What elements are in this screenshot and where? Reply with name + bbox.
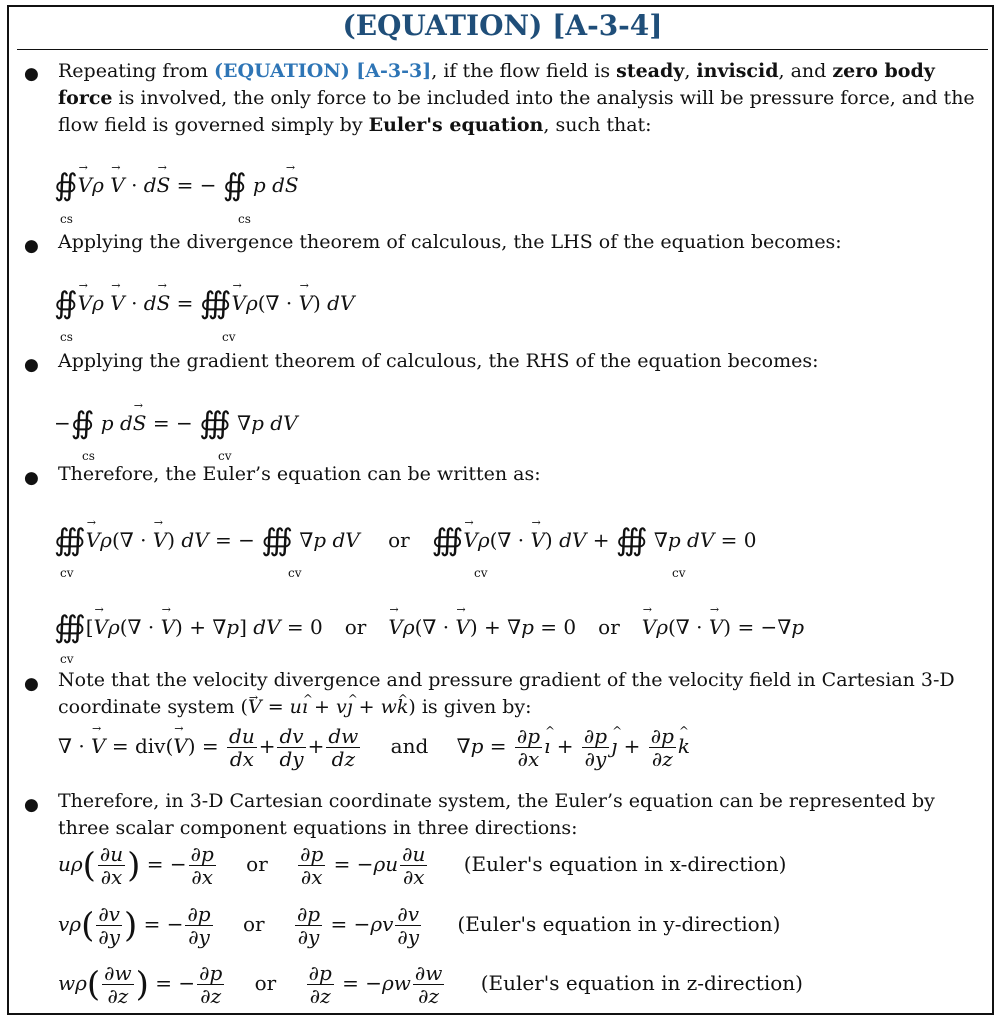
bullet-icon: ●: [24, 64, 39, 84]
and-label: and: [390, 734, 429, 758]
equation-euler-y: vρ( $\frac{\partial v}{\partial y}$ ) = − $\frac{\partial p}{\partial y}$ or $\frac{\partial p}{\partial y}$ = −ρv $\frac{\partial v}{\partial y}$ (Euler's equation in y-direction): [58, 902, 781, 949]
equation-gradient: −∯ p d→ S = − ∰ ∇p dV: [54, 403, 298, 438]
bullet-icon: ●: [24, 674, 39, 694]
equation-div-grad-definitions: ∇ · → V = div(→ V) = $\frac{du}{dx}$ + $\frac{dv}{dy}$ + $\frac{dw}{dz}$ and ∇p = $\frac{\partial p}{\partial x}$ ^ ı + $\frac{\partial p}{\partial y}$ ^ ȷ + $\frac{\partial p}{\partial z}$ ^ k: [58, 725, 690, 770]
note-euler-y: (Euler's equation in y-direction): [457, 912, 781, 936]
note-euler-x: (Euler's equation in x-direction): [463, 852, 787, 876]
bullet-icon: ●: [24, 355, 39, 375]
or-label: or: [344, 615, 367, 639]
note-euler-z: (Euler's equation in z-direction): [480, 971, 803, 995]
subscript-cs: cs: [82, 449, 95, 463]
paragraph-divergence: Applying the divergence theorem of calculous, the LHS of the equation becomes:: [58, 231, 842, 253]
bullet-icon: ●: [24, 236, 39, 256]
paragraph-divergence-gradient: Note that the velocity divergence and pressure gradient of the velocity field in Cartesian 3-D coordinate system (→ V = u^ ı + v^ ȷ + w^ k) is given by:: [58, 667, 981, 721]
term-zero-body-force: zero body force: [58, 60, 935, 109]
paragraph-gradient: Applying the gradient theorem of calculous, the RHS of the equation becomes:: [58, 350, 819, 372]
or-label: or: [598, 615, 620, 639]
zero: 0: [743, 528, 757, 552]
subscript-cv: cv: [222, 330, 236, 344]
subscript-cs: cs: [60, 330, 73, 344]
or-label: or: [242, 912, 265, 936]
zero: 0: [310, 615, 323, 639]
text: , such that:: [543, 114, 652, 136]
page-title: (EQUATION) [A-3-4]: [342, 9, 663, 42]
subscript-cs: cs: [238, 212, 251, 226]
equation-euler-combined: ∰[→ Vρ(∇ · → V) + ∇p] dV = 0 or→ Vρ(∇ · → V) + ∇p = 0 or→ Vρ(∇ · → V) = −∇p: [54, 607, 804, 642]
equation-euler-integral: ∰→ Vρ(∇ · → V) dV = − ∰ ∇p dV or ∰→ Vρ(∇ · → V) dV + ∰ ∇p dV = 0: [54, 520, 756, 555]
term-inviscid: inviscid: [696, 60, 779, 82]
subscript-cv: cv: [672, 566, 686, 580]
subscript-cv: cv: [474, 566, 488, 580]
term-euler-equation: Euler's equation: [368, 114, 544, 136]
or-label: or: [246, 852, 268, 876]
equation-reference-link[interactable]: (EQUATION) [A-3-3]: [214, 60, 432, 82]
text: Note that the velocity divergence and pressure gradient of the velocity field in Cartesian 3-D coordinate system (: [58, 669, 955, 718]
term-steady: steady: [616, 60, 685, 82]
or-label: or: [254, 971, 277, 995]
text: ) is given by:: [408, 696, 532, 718]
subscript-cv: cv: [218, 449, 232, 463]
text: is involved, the only force to be included into the analysis will be pressure force, and the flow field is governed simply by: [58, 87, 975, 136]
equation-momentum-surface: ∯→ Vρ → V · d→ S = − ∯ p d→ S: [54, 165, 299, 200]
div-label: div: [134, 734, 166, 758]
text: , if the flow field is: [431, 60, 617, 82]
equation-euler-z: wρ( $\frac{\partial w}{\partial z}$ ) = − $\frac{\partial p}{\partial z}$ or $\frac{\partial p}{\partial z}$ = −ρw $\frac{\partial w}{\partial z}$ (Euler's equation in z-direction): [58, 961, 803, 1008]
text: Repeating from: [58, 60, 215, 82]
subscript-cv: cv: [60, 652, 74, 666]
equation-euler-x: uρ( $\frac{\partial u}{\partial x}$ ) = − $\frac{\partial p}{\partial x}$ or $\frac{\partial p}{\partial x}$ = −ρu $\frac{\partial u}{\partial x}$ (Euler's equation in x-direction): [58, 842, 787, 889]
equation-divergence: ∯→ Vρ → V · d→ S = ∰→ Vρ(∇ · → V) dV: [54, 283, 354, 318]
bullet-icon: ●: [24, 468, 39, 488]
zero: 0: [563, 615, 577, 639]
text: ,: [684, 60, 697, 82]
paragraph-euler-written: Therefore, the Euler’s equation can be written as:: [58, 463, 541, 485]
bullet-icon: ●: [24, 795, 39, 815]
subscript-cv: cv: [288, 566, 302, 580]
subscript-cv: cv: [60, 566, 74, 580]
paragraph-scalar-components: Therefore, in 3-D Cartesian coordinate system, the Euler’s equation can be represented by three scalar component equations in three directions:: [58, 790, 935, 839]
text: , and: [778, 60, 833, 82]
subscript-cs: cs: [60, 212, 73, 226]
or-label: or: [388, 528, 410, 552]
title-divider: [17, 49, 988, 50]
paragraph-euler-intro: [58, 58, 981, 139]
